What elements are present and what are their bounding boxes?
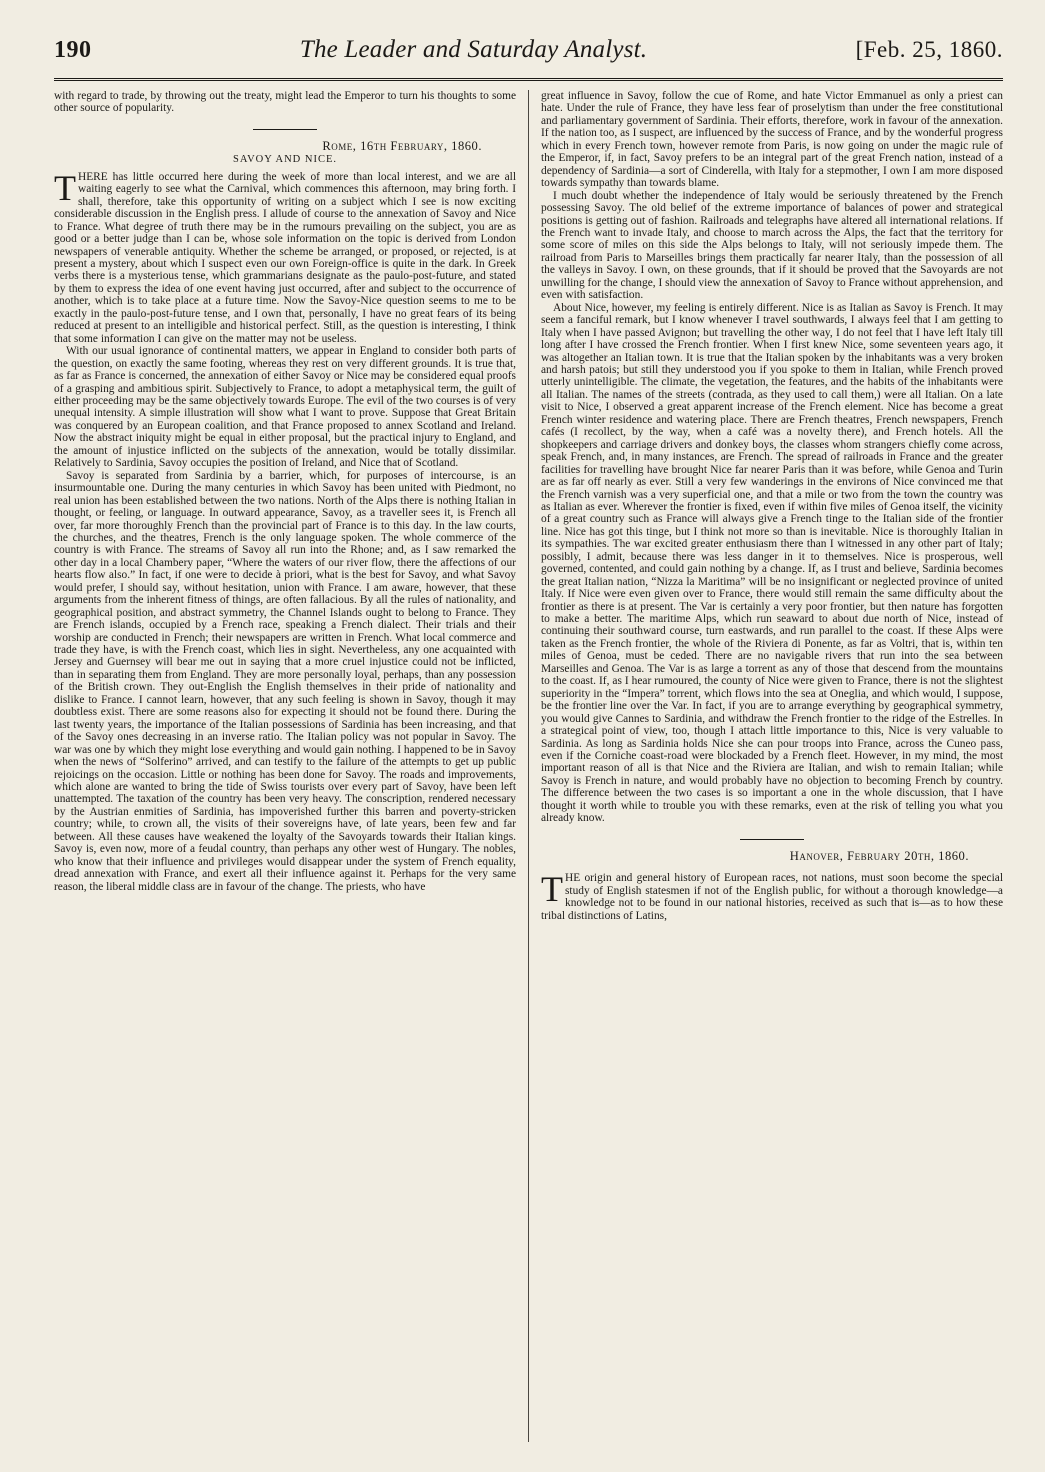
drop-cap-2: T	[541, 869, 563, 910]
article-columns	[54, 90, 1003, 1442]
intro-paragraph: with regard to trade, by throwing out the treaty, might lead the Emperor to turn his thoughts to some other source of popularity.	[54, 90, 516, 115]
drop-cap: T	[54, 167, 76, 208]
rome-dateline-text: Rome, 16th February, 1860.	[322, 138, 482, 153]
hanover-dateline-text: Hanover, February 20th, 1860.	[789, 848, 969, 863]
page-number: 190	[54, 37, 92, 63]
section-divider	[253, 129, 317, 130]
right-column	[528, 90, 1003, 1442]
nice-paragraph: About Nice, however, my feeling is entirely different. Nice is as Italian as Savoy is French. It may seem a fanciful remark, but I know whenever I travel southwards, I always feel that I am getting to Italy when I have passed Avignon; but travelling the other way, I do not feel that I have left Italy till long after I have crossed the French frontier. When I first knew Nice, some seventeen years ago, it was altogether an Italian town. It is true that the Italian spoken by the inhabitants was a very broken and harsh patois; but still they understood you if you spoke to them in Italian, while French proved utterly unintelligible. The climate, the vegetation, the features, and the habits of the inhabitants were all Italian. The names of the streets (contrada, as they used to call them,) were all Italian. On a late visit to Nice, I observed a great apparent increase of the French element. Nice has become a great French winter residence and watering place. There are French theatres, French newspapers, French cafés (I recollect, by the way, when a café was a novelty there), and French hotels. All the shopkeepers and carriage drivers and donkey boys, the classes whom strangers chiefly come across, speak French, and, in many instances, are French. The spread of railroads in France and the greater facilities for travelling have brought Nice far nearer Paris than it was before, while Genoa and Turin are as far off nearly as ever. Still a very few wanderings in the environs of Nice convinced me that the French varnish was a very superficial one, and that a mile or two from the town the country was as Italian as ever. Wherever the frontier is fixed, even if within five miles of Genoa itself, the vicinity of a great country such as France will always give a French tinge to the Italian side of the frontier line. Nice has got this tinge, but I think not more so than is inevitable. Nice is thoroughly Italian in its sympathies. The war excited greater enthusiasm there than I witnessed in any other part of Italy; possibly, I admit, because there was less danger in it to themselves. Nice is prosperous, well governed, contented, and could gain nothing by a change. If, as I trust and believe, Sardinia becomes the great Italian nation, “Nizza la Maritima” will be no insignificant or neglected province of united Italy. If Nice were even given over to France, there would still remain the same difficulty about the frontier as there is at present. The Var is certainly a very poor frontier, but then nature has forgotten to make a better. The maritime Alps, which run seaward to about due north of Nice, instead of continuing their southward course, turn eastwards, and run parallel to the coast. If these Alps were taken as the French frontier, the whole of the Riviera di Ponente, as far as Voltri, that is, within ten miles of Genoa, must be ceded. There are no navigable rivers that run into the sea between Marseilles and Genoa. The Var is as large a torrent as any of those that descend from the mountains to the coast. If, as I hear rumoured, the county of Nice were given to France, there is not the slightest superiority in the “Impera” torrent, which flows into the sea at Oneglia, and which would, I suppose, be the frontier line over the Var. In fact, if you are to arrange everything by geographical symmetry, you would give Cannes to Sardinia, and withdraw the French frontier to the ridge of the Estrelles. In a strategical point of view, too, though I attach little importance to this, Nice is very valuable to Sardinia. As long as Sardinia holds Nice she can pour troops into France, across the Cuneo pass, even if the Corniche coast-road were blockaded by a French fleet. However, in my mind, the most important reason of all is that Nice and the Riviera are Italian, and wish to remain Italian; while Savoy is French in nature, and would probably have no objection to becoming French by country. The difference between the two cases is so important a one in the whole discussion, that I have thought it worth while to trouble you with these remarks, even at the risk of telling you what you already know.	[541, 301, 1003, 825]
savoy-paragraph-3: Savoy is separated from Sardinia by a barrier, which, for purposes of intercourse, is an insurmountable one. During the many centuries in which Savoy has been united with Piedmont, no real union has been established between the two nations. North of the Alps there is nothing Italian in thought, or feeling, or language. In outward appearance, Savoy, as a traveller sees it, is French all over, far more thoroughly French than the provincial part of France is to this day. In the law courts, the churches, and the theatres, French is the only language spoken. The whole commerce of the country is with France. The streams of Savoy all run into the Rhone; and, as I saw remarked the other day in a local Chambery paper, “Where the waters of our river flow, there the affections of our hearts flow also.” In fact, if one were to decide à priori, what is the best for Savoy, and what Savoy would prefer, I should say, without hesitation, union with France. I am aware, however, that these arguments from the inherent fitness of things, are often fallacious. By all the rules of nationality, and geographical position, and abstract symmetry, the Channel Islands ought to belong to France. They are French islands, occupied by a French race, speaking a French dialect. Their trials and their worship are conducted in French; their newspapers are written in French. What local commerce and trade they have, is with the French coast, which lies in sight. Nevertheless, any one acquainted with Jersey and Guernsey will bear me out in saying that a more cruel injustice could not be inflicted, than in separating them from England. They are more personally loyal, perhaps, than any possession of the British crown. They out-English the English themselves in their pride of nationality and dislike to France. I cannot learn, however, that any such feeling is shown in Savoy, though it may doubtless exist. There are some reasons also for expecting it should not be found there. During the last twenty years, the importance of the Italian possessions of Sardinia has been increasing, and that of the Savoy ones decreasing in an inverse ratio. The Italian policy was not popular in Savoy. The war was one by which they might lose everything and would gain nothing. I happened to be in Savoy when the news of “Solferino” arrived, and can testify to the failure of the attempts to get up public rejoicings on the occasion. Little or nothing has been done for Savoy. The roads and improvements, which alone are wanted to bring the tide of Swiss tourists over every part of Savoy, have been left unattempted. The taxation of the country has been very heavy. The conscription, rendered necessary by the Austrian enmities of Sardinia, has impoverished further this barren and poverty-stricken country; while, to crown all, the visits of their sovereigns have, of late years, been few and far between. All these causes have weakened the loyalty of the Savoyards towards their Italian kings. Savoy is, even now, more of a feudal country, than perhaps any other west of Hungary. The nobles, who know that their influence and privileges would disappear under the system of French equality, dread annexation with France, and exert all their influence against it. Perhaps for the very same reason, the liberal middle class are in favour of the change. The priests, who have	[54, 469, 516, 893]
section-divider-2	[740, 839, 804, 840]
left-column	[54, 90, 528, 1442]
page-header	[54, 36, 1003, 76]
hanover-paragraph	[541, 869, 1003, 922]
header-rule	[54, 78, 1003, 85]
savoy-nice-subhead: SAVOY AND NICE.	[233, 154, 337, 166]
masthead-title: The Leader and Saturday Analyst.	[299, 36, 648, 63]
savoy-paragraph-4: great influence in Savoy, follow the cue of Rome, and hate Victor Emmanuel as only a priest can hate. Under the rule of France, they have less fear of proselytism than under the free constitutional and parliamentary government of Sardinia. Their efforts, therefore, work in favour of the annexation. If the nation too, as I suspect, are influenced by the success of France, and by the wonderful progress which in every French town, however remote from Paris, is now going on under the magic rule of the Emperor, if, in fact, Savoy prefers to be an integral part of the great French nation, instead of a dependency of Sardinia—a sort of Cinderella, with Italy for a stepmother, I own I am more disposed towards sympathy than towards blame.	[541, 90, 1003, 190]
savoy-paragraph-2: With our usual ignorance of continental matters, we appear in England to consider both parts of the question, on exactly the same footing, whereas they rest on very different grounds. It is true that, as far as France is concerned, the annexation of either Savoy or Nice may be considered equal proofs of a grasping and ambitious spirit. Subjectively to France, to adopt a metaphysical term, the guilt of either proceeding may be the same objectively towards Europe. The evil of the two courses is of very unequal intensity. A simple illustration will show what I want to prove. Suppose that Great Britain was conquered by an European coalition, and that France proposed to annex Scotland and Ireland. Now the abstract iniquity might be equal in either proposal, but the practical injury to England, and the amount of injustice inflicted on the subjects of the annexation, would be totally dissimilar. Relatively to Sardinia, Savoy occupies the position of Ireland, and Nice that of Scotland.	[54, 345, 516, 470]
savoy-paragraph-1-text: HERE has little occurred here during the week of more than local interest, and we are all waiting eagerly to see what the Carnival, which commences this afternoon, may bring forth. I shall, therefore, take this opportunity of writing on a subject which I see is now exciting considerable discussion in the English press. I allude of course to the annexation of Savoy and Nice to France. What degree of truth there may be in the rumours prevailing on the subject, you are as good or a better judge than I can be, whose sole information on the topic is derived from London newspapers of venerable antiquity. Whether the scheme be arranged, or proposed, or rejected, is at present a mystery, about which I suspect even our own Foreign-office is quite in the dark. In Greek verbs there is a mysterious tense, which grammarians designate as the paulo-post-future, and stated by them to express the idea of one event having just occurred, after and subject to the occurrence of another, which is to take place at a future time. Now the Savoy-Nice question seems to me to be exactly in the paulo-post-future tense, and I own that, personally, I have no great fears of its being reduced at present to an intelligible and historical perfect. Still, as the question is interesting, I think that some information I can give on the matter may not be useless.	[54, 170, 516, 345]
rome-dateline	[54, 140, 516, 152]
savoy-paragraph-1	[54, 167, 516, 345]
hanover-paragraph-text: HE origin and general history of European races, not nations, must soon become the special study of English statesmen if not of the English public, for without a thorough knowledge—a knowledge not to be found in our national histories, received as such that is—as to how these tribal distinctions of Latins,	[541, 872, 1003, 922]
issue-date: [Feb. 25, 1860.	[855, 37, 1003, 62]
hanover-dateline	[541, 850, 1003, 862]
savoy-paragraph-5: I much doubt whether the independence of Italy would be seriously threatened by the French possessing Savoy. The old belief of the extreme importance of balances of power and strategical positions is getting out of fashion. Railroads and telegraphs have altered all international relations. If the French want to invade Italy, and choose to march across the Alps, the fact that the territory for some score of miles on this side the Alps belongs to Italy, will not seriously impede them. The railroad from Paris to Marseilles brings them practically far nearer Italy, than the possession of all the valleys in Savoy. I own, on these grounds, that if it should be proved that the Savoyards are not unwilling for the change, I should view the annexation of Savoy to France without apprehension, and even with satisfaction.	[541, 189, 1003, 302]
